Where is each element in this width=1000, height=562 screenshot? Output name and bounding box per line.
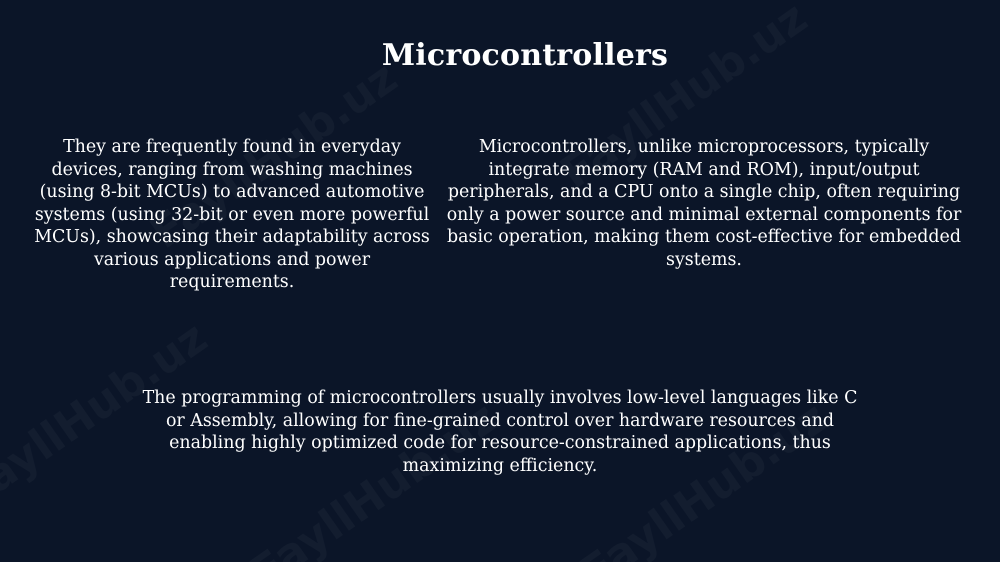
paragraph-left: They are frequently found in everyday devices, ranging from washing machines (using 8-bit MCUs) to advanced automotive systems (using 32-bit or even more powerful MCUs), showcasing their adaptability across various applications and power requirements. — [34, 137, 430, 292]
paragraph-right: Microcontrollers, unlike microprocessors, typically integrate memory (RAM and ROM), input/output peripherals, and a CPU onto a single chip, often requiring only a power source and minimal external components for basic operation, making them cost-effective for embedded systems. — [446, 137, 962, 270]
slide-title: Microcontrollers — [381, 38, 669, 73]
paragraph-bottom: The programming of microcontrollers usually involves low-level languages like C or Assembly, allowing for fine-grained control over hardware resources and enabling highly optimized code for resource-constrained applications, thus maximizing efficiency. — [142, 388, 858, 476]
